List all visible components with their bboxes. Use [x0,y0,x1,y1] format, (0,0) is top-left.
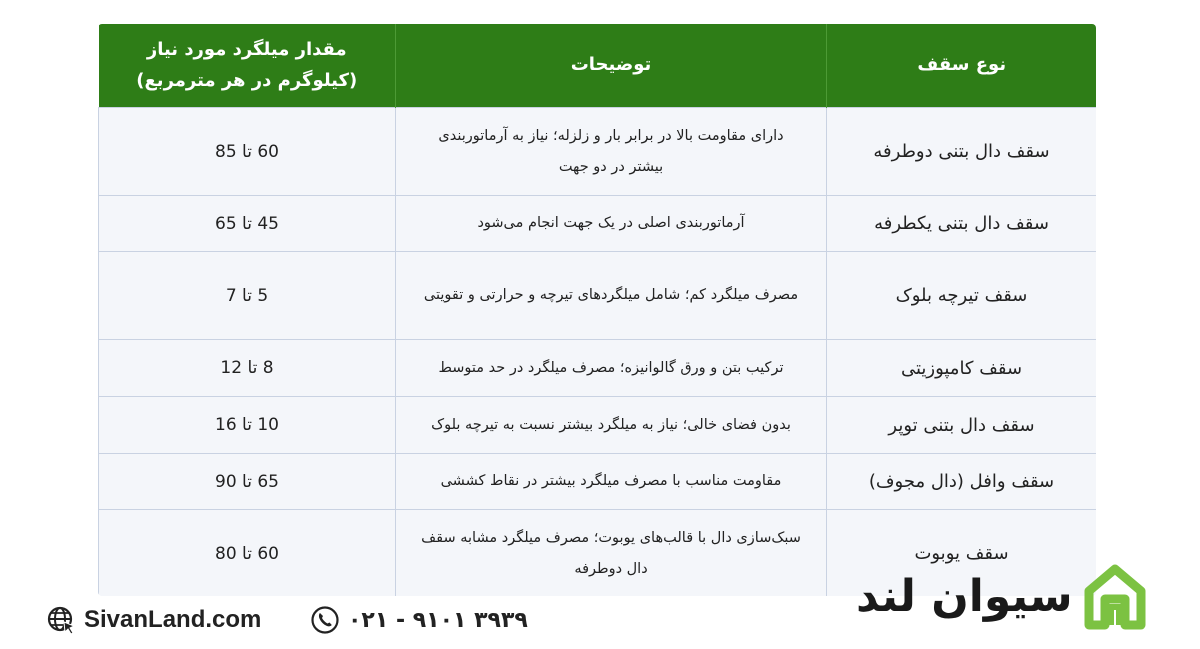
cell-description: مصرف میلگرد کم؛ شامل میلگردهای تیرچه و حرارتی و تقویتی [396,252,827,340]
cell-type: سقف وافل (دال مجوف) [827,454,1097,510]
header-amount-line1: مقدار میلگرد مورد نیاز [146,38,347,60]
website-text: SivanLand.com [84,606,262,633]
cell-type: سقف یوبوت [827,510,1097,597]
cell-description: ترکیب بتن و ورق گالوانیزه؛ مصرف میلگرد در حد متوسط [396,340,827,397]
header-type: نوع سقف [827,24,1097,108]
brand-logo [856,556,1156,636]
cell-amount: 65 تا 90 [99,454,396,510]
rebar-table-container [98,24,1096,596]
table-row [99,340,1097,397]
table-body [99,108,1097,597]
header-amount [99,24,396,108]
house-logo-icon [1083,561,1147,631]
cell-amount: 8 تا 12 [99,340,396,397]
cell-description: دارای مقاومت بالا در برابر بار و زلزله؛ نیاز به آرماتوربندی بیشتر در دو جهت [396,108,827,196]
brand-name: سیوان لند [856,570,1073,622]
cell-type: سقف دال بتنی یکطرفه [827,196,1097,252]
footer-phone[interactable] [310,603,528,637]
cell-type: سقف کامپوزیتی [827,340,1097,397]
cell-type: سقف تیرچه بلوک [827,252,1097,340]
table-row [99,454,1097,510]
cell-type: سقف دال بتنی توپر [827,397,1097,454]
header-description: توضیحات [396,24,827,108]
cell-description: آرماتوربندی اصلی در یک جهت انجام می‌شود [396,196,827,252]
table-row [99,196,1097,252]
cell-description: سبک‌سازی دال با قالب‌های یوبوت؛ مصرف میلگرد مشابه سقف دال دوطرفه [396,510,827,597]
table-row [99,252,1097,340]
phone-text: ۰۲۱ - ۹۱۰۱ ۳۹۳۹ [348,607,528,633]
table-row [99,108,1097,196]
table-header [99,24,1097,108]
footer-website[interactable] [46,603,261,637]
cell-description: مقاومت مناسب با مصرف میلگرد بیشتر در نقاط کششی [396,454,827,510]
globe-cursor-icon [46,605,76,635]
cell-amount: 60 تا 80 [99,510,396,597]
cell-amount: 5 تا 7 [99,252,396,340]
cell-amount: 60 تا 85 [99,108,396,196]
cell-description: بدون فضای خالی؛ نیاز به میلگرد بیشتر نسبت به تیرچه بلوک [396,397,827,454]
rebar-table [98,24,1096,596]
header-amount-line2: (کیلوگرم در هر مترمربع) [136,69,358,91]
table-row [99,397,1097,454]
cell-amount: 45 تا 65 [99,196,396,252]
cell-type: سقف دال بتنی دوطرفه [827,108,1097,196]
phone-icon [310,605,340,635]
cell-amount: 10 تا 16 [99,397,396,454]
